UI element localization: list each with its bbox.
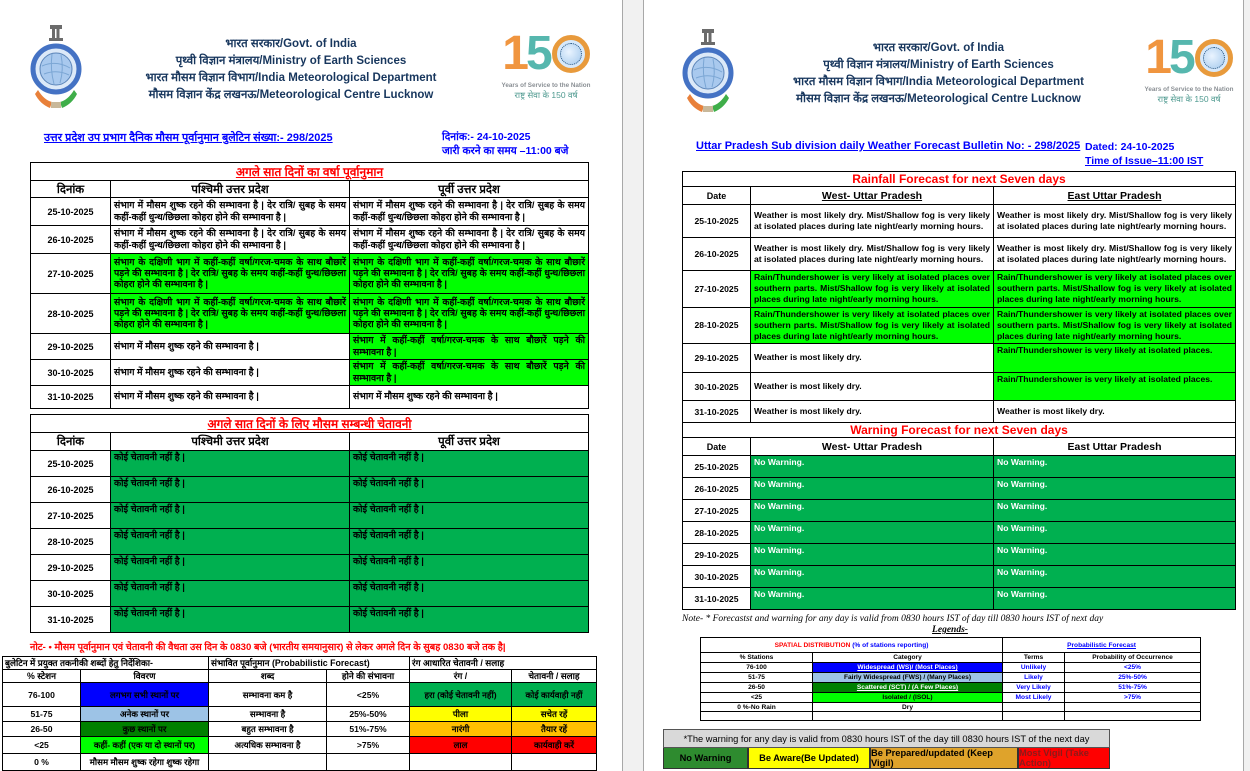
legend-subheader-row [701, 653, 1201, 663]
forecast-cell-west: Rain/Thundershower is very likely at isolated places over southern parts. Mist/Shallow fog is very likely at isolated places during late night/early morning hours. [751, 271, 994, 308]
forecast-cell-west: संभाग के दक्षिणी भाग में कहीं-कहीं वर्षा/गरज-चमक के साथ बौछारें पड़ने की सम्भावना है | देर रात्रि/ सुबह के समय कहीं-कहीं धुन्ध/छिछला कोहरा होने की सम्भावना है | [111, 294, 350, 334]
forecast-cell-east: संभाग में मौसम शुष्क रहने की सम्भावना है | [350, 386, 589, 409]
warning-cell-east: कोई चेतावनी नहीं है | [350, 477, 589, 503]
legend-row [3, 722, 597, 737]
bulletin-title: Uttar Pradesh Sub division daily Weather Forecast Bulletin No: - 298/2025 [696, 140, 1081, 152]
table-title-row [683, 423, 1236, 438]
table-row [683, 271, 1236, 308]
legend-stations: 51-75 [701, 673, 813, 683]
table-row [683, 544, 1236, 566]
forecast-cell-east: Rain/Thundershower is very likely at isolated places over southern parts. Mist/Shallow fog is very likely at isolated places during late night/early morning hours. [994, 307, 1236, 344]
legend-terms [1003, 703, 1065, 712]
table-row [683, 238, 1236, 271]
imd-line: भारत मौसम विज्ञान विभाग/India Meteorological Department [145, 72, 437, 84]
warning-cell-east: कोई चेतावनी नहीं है | [350, 503, 589, 529]
date-cell: 25-10-2025 [31, 451, 111, 477]
table-title: Warning Forecast for next Seven days [683, 423, 1236, 438]
forecast-cell-west: Weather is most likely dry. Mist/Shallow fog is very likely at isolated places during late night/early morning hours. [751, 238, 994, 271]
centre-line: मौसम विज्ञान केंद्र लखनऊ/Meteorological Centre Lucknow [148, 89, 434, 101]
warning-cell-east: कोई चेतावनी नहीं है | [350, 451, 589, 477]
forecast-cell-east: संभाग के दक्षिणी भाग में कहीं-कहीं वर्षा/गरज-चमक के साथ बौछारें पड़ने की सम्भावना है | देर रात्रि/ सुबह के समय कहीं-कहीं धुन्ध/छिछला कोहरा होने की सम्भावना है | [350, 254, 589, 294]
date-cell: 26-10-2025 [683, 478, 751, 500]
legend-row [701, 712, 1201, 721]
forecast-cell-east: Weather is most likely dry. [994, 401, 1236, 423]
forecast-cell-west: Weather is most likely dry. Mist/Shallow fog is very likely at isolated places during late night/early morning hours. [751, 205, 994, 238]
date-cell: 28-10-2025 [31, 294, 111, 334]
warning-cell-east: No Warning. [994, 456, 1236, 478]
legend-advice: तैयार रहें [512, 722, 597, 737]
legend-terms: Most Likely [1003, 693, 1065, 703]
col-west: West- Uttar Pradesh [751, 187, 994, 205]
legend-word: सम्भावना है [209, 707, 327, 722]
warning-cell-west: कोई चेतावनी नहीं है | [111, 555, 350, 581]
table-row [683, 478, 1236, 500]
legend-prob-header: संभावित पूर्वानुमान (Probabilistic Forecast) [209, 657, 410, 670]
ministry-header [734, 26, 1143, 108]
forecast-cell-east: Weather is most likely dry. Mist/Shallow fog is very likely at isolated places during late night/early morning hours. [994, 238, 1236, 271]
legend-col-stations: % स्टेशन [3, 670, 81, 683]
warning-cell-west: No Warning. [751, 588, 994, 610]
logo150-digit-5: 5 [526, 27, 551, 80]
date-cell: 25-10-2025 [683, 205, 751, 238]
legend-desc: कुछ स्थानों पर [81, 722, 209, 737]
legend-col-advice: चेतावनी / सलाह [512, 670, 597, 683]
table-row [31, 294, 589, 334]
warning-cell-west: No Warning. [751, 456, 994, 478]
legend-row [701, 683, 1201, 693]
warning-cell-west: No Warning. [751, 544, 994, 566]
table-title: अगले सात दिनों का वर्षा पूर्वानुमान [31, 163, 589, 181]
warning-cell-east: No Warning. [994, 478, 1236, 500]
table-row [31, 581, 589, 607]
legend-advice: कार्यवाही करें [512, 737, 597, 754]
warning-cell-east: कोई चेतावनी नहीं है | [350, 607, 589, 633]
legend-col-terms: Terms [1003, 653, 1065, 663]
legend-row [701, 693, 1201, 703]
page-gutter [622, 0, 644, 771]
warning-cell-east: No Warning. [994, 522, 1236, 544]
legend-probability: >75% [1065, 693, 1201, 703]
legends-label: Legends- [932, 625, 968, 636]
validity-note-hindi: नोट- • मौसम पूर्वानुमान एवं चेतावनी की वैधता उस दिन के 0830 बजे (भारतीय समयानुसार) से लेकर अगले दिन के सुबह 0830 बजे तक है| [30, 642, 506, 653]
table-row [31, 503, 589, 529]
date-cell: 29-10-2025 [683, 544, 751, 566]
date-cell: 30-10-2025 [683, 566, 751, 588]
legend-row [3, 683, 597, 707]
legend-stations: 76-100 [701, 663, 813, 673]
date-cell: 30-10-2025 [31, 360, 111, 386]
forecast-cell-west: Weather is most likely dry. [751, 401, 994, 423]
logo150-digit-5: 5 [1169, 31, 1194, 84]
govt-line: भारत सरकार/Govt. of India [872, 42, 1005, 54]
legend-row [3, 737, 597, 754]
legend-advice [512, 754, 597, 771]
forecast-cell-west: Rain/Thundershower is very likely at isolated places over southern parts. Mist/Shallow fog is very likely at isolated places during late night/early morning hours. [751, 307, 994, 344]
warning-cell-west: कोई चेतावनी नहीं है | [111, 607, 350, 633]
legend-advice: कोई कार्यवाही नहीं [512, 683, 597, 707]
warning-cell-west: No Warning. [751, 522, 994, 544]
forecast-cell-east: Rain/Thundershower is very likely at isolated places. [994, 344, 1236, 373]
bulletin-date-block [442, 130, 592, 158]
table-row [683, 307, 1236, 344]
page-hindi [0, 0, 622, 771]
col-east: पूर्वी उत्तर प्रदेश [350, 433, 589, 451]
warning-cell-east: कोई चेतावनी नहीं है | [350, 555, 589, 581]
date-cell: 31-10-2025 [31, 386, 111, 409]
warning-cell-east: No Warning. [994, 500, 1236, 522]
scale-most-vigil: Most Vigil (Take Action) [1018, 748, 1110, 769]
warning-cell-east: No Warning. [994, 588, 1236, 610]
date-cell: 28-10-2025 [31, 529, 111, 555]
date-cell: 26-10-2025 [683, 238, 751, 271]
forecast-cell-west: Weather is most likely dry. [751, 344, 994, 373]
letterhead [682, 26, 1235, 118]
table-title: अगले सात दिनों के लिए मौसम सम्बन्धी चेतावनी [31, 415, 589, 433]
date-cell: 29-10-2025 [31, 334, 111, 360]
table-row [31, 607, 589, 633]
scale-be-aware: Be Aware(Be Updated) [748, 748, 870, 769]
rainfall-forecast-table-hindi [30, 162, 589, 409]
forecast-cell-east: Weather is most likely dry. Mist/Shallow fog is very likely at isolated places during late night/early morning hours. [994, 205, 1236, 238]
letterhead [30, 22, 592, 114]
date-cell: 30-10-2025 [31, 581, 111, 607]
warning-cell-west: कोई चेतावनी नहीं है | [111, 451, 350, 477]
legend-pct: 0 % [3, 754, 81, 771]
bulletin-title-row [30, 130, 592, 158]
forecast-cell-east: संभाग में मौसम शुष्क रहने की सम्भावना है | देर रात्रि/ सुबह के समय कहीं-कहीं धुन्ध/छिछला कोहरा होने की सम्भावना है | [350, 226, 589, 254]
legend-word: सम्भावना कम है [209, 683, 327, 707]
forecast-cell-west: संभाग में मौसम शुष्क रहने की सम्भावना है | देर रात्रि/ सुबह के समय कहीं-कहीं धुन्ध/छिछला कोहरा होने की सम्भावना है | [111, 226, 350, 254]
date-cell: 31-10-2025 [683, 588, 751, 610]
legend-col-prob: होने की संभावना [327, 670, 410, 683]
legend-probability [1065, 712, 1201, 721]
legend-desc: कहीं- कहीं (एक या दो स्थानों पर) [81, 737, 209, 754]
table-title-row [683, 172, 1236, 187]
logo150-globe-icon [552, 35, 590, 73]
legend-probability: <25% [1065, 663, 1201, 673]
legend-word: बहुत सम्भावना है [209, 722, 327, 737]
legend-color: हरा (कोई चेतावनी नहीं) [410, 683, 512, 707]
date-cell: 30-10-2025 [683, 373, 751, 401]
forecast-cell-west: Weather is most likely dry. [751, 373, 994, 401]
bulletin-title-row [682, 140, 1235, 168]
scale-no-warning: No Warning [663, 748, 748, 769]
logo150-caption-hi: राष्ट्र सेवा के 150 वर्ष [514, 90, 578, 100]
centre-line: मौसम विज्ञान केंद्र लखनऊ/Meteorological Centre Lucknow [796, 93, 1081, 105]
date-cell: 27-10-2025 [31, 503, 111, 529]
forecast-cell-east: संभाग के दक्षिणी भाग में कहीं-कहीं वर्षा/गरज-चमक के साथ बौछारें पड़ने की सम्भावना है | देर रात्रि/ सुबह के समय कहीं-कहीं धुन्ध/छिछला कोहरा होने की सम्भावना है | [350, 294, 589, 334]
legend-probability [1065, 703, 1201, 712]
col-date: Date [683, 187, 751, 205]
table-header-row [683, 438, 1236, 456]
forecast-cell-west: संभाग में मौसम शुष्क रहने की सम्भावना है | [111, 386, 350, 409]
legend-color: पीला [410, 707, 512, 722]
legend-col-color: रंग / [410, 670, 512, 683]
date-cell: 26-10-2025 [31, 226, 111, 254]
table-row [31, 386, 589, 409]
warning-cell-east: No Warning. [994, 544, 1236, 566]
bulletin-date: दिनांक:- 24-10-2025 [442, 131, 531, 143]
warning-cell-west: कोई चेतावनी नहीं है | [111, 529, 350, 555]
legend-pct: 26-50 [3, 722, 81, 737]
warning-cell-west: कोई चेतावनी नहीं है | [111, 503, 350, 529]
table-row [31, 529, 589, 555]
legend-color [410, 754, 512, 771]
forecast-cell-east: Rain/Thundershower is very likely at isolated places over southern parts. Mist/Shallow fog is very likely at isolated places during late night/early morning hours. [994, 271, 1236, 308]
col-date: दिनांक [31, 433, 111, 451]
forecast-cell-east: संभाग में कहीं-कहीं वर्षा/गरज-चमक के साथ बौछारें पड़ने की सम्भावना है | [350, 334, 589, 360]
logo150-caption-hi: राष्ट्र सेवा के 150 वर्ष [1157, 94, 1221, 104]
bulletin-issue-time: जारी करने का समय –11:00 बजे [442, 145, 569, 157]
scale-be-prepared: Be Prepared/updated (Keep Vigil) [870, 748, 1018, 769]
150-years-logo [500, 22, 592, 101]
warning-table-hindi [30, 414, 589, 633]
forecast-cell-west: संभाग में मौसम शुष्क रहने की सम्भावना है | देर रात्रि/ सुबह के समय कहीं-कहीं धुन्ध/छिछला कोहरा होने की सम्भावना है | [111, 198, 350, 226]
legend-category: Dry [813, 703, 1003, 712]
warning-validity-bar: *The warning for any day is valid from 0830 hours IST of the day till 0830 hours IST of the next day [663, 729, 1110, 748]
col-west: पश्चिमी उत्तर प्रदेश [111, 433, 350, 451]
forecast-cell-east: संभाग में मौसम शुष्क रहने की सम्भावना है | देर रात्रि/ सुबह के समय कहीं-कहीं धुन्ध/छिछला कोहरा होने की सम्भावना है | [350, 198, 589, 226]
legend-category: Scattered (SCT) / (A Few Places) [813, 683, 1003, 693]
table-row [31, 226, 589, 254]
date-cell: 31-10-2025 [31, 607, 111, 633]
warning-cell-east: No Warning. [994, 566, 1236, 588]
legend-terms: Likely [1003, 673, 1065, 683]
table-header-row [31, 181, 589, 198]
forecast-cell-east: Rain/Thundershower is very likely at isolated places. [994, 373, 1236, 401]
warning-cell-west: No Warning. [751, 566, 994, 588]
legends-table-english [700, 637, 1201, 721]
legend-category: Widespread (WS)/ (Most Places) [813, 663, 1003, 673]
legend-prob: 25%-50% [327, 707, 410, 722]
table-row [683, 588, 1236, 610]
validity-note-english: Note- * Forecastst and warning for any day is valid from 0830 hours IST of day till 0830 hours IST of next day [682, 614, 1104, 625]
legend-probability: 51%-75% [1065, 683, 1201, 693]
logo150-digit-1: 1 [1145, 31, 1169, 84]
legend-stations: <25 [701, 693, 813, 703]
150-years-logo [1143, 26, 1235, 105]
warning-cell-west: No Warning. [751, 500, 994, 522]
legend-stations: 0 %-No Rain [701, 703, 813, 712]
page-english [644, 0, 1243, 771]
bulletin-date: Dated: 24-10-2025 [1085, 141, 1175, 153]
legend-row [701, 673, 1201, 683]
legend-category: Fairly Widespread (FWS) / (Many Places) [813, 673, 1003, 683]
legend-word: अत्यधिक सम्भावना है [209, 737, 327, 754]
legend-category [813, 712, 1003, 721]
legend-stations: 26-50 [701, 683, 813, 693]
legend-word [209, 754, 327, 771]
forecast-cell-west: संभाग के दक्षिणी भाग में कहीं-कहीं वर्षा/गरज-चमक के साथ बौछारें पड़ने की सम्भावना है | देर रात्रि/ सुबह के समय कहीं-कहीं धुन्ध/छिछला कोहरा होने की सम्भावना है | [111, 254, 350, 294]
legend-advice: सचेत रहें [512, 707, 597, 722]
col-west: West- Uttar Pradesh [751, 438, 994, 456]
warning-color-scale [663, 748, 1110, 769]
logo150-caption-en: Years of Service to the Nation [1144, 86, 1234, 93]
table-row [683, 401, 1236, 423]
legend-header-row [701, 638, 1201, 653]
page-edge-strip [1243, 0, 1250, 771]
forecast-cell-west: संभाग में मौसम शुष्क रहने की सम्भावना है | [111, 334, 350, 360]
table-row [31, 360, 589, 386]
col-date: Date [683, 438, 751, 456]
legend-col-probability: Probability of Occurrence [1065, 653, 1201, 663]
legend-guide-header: बुलेटिन में प्रयुक्त तकनीकी शब्दों हेतु निर्देशिका- [3, 657, 209, 670]
legend-pct: <25 [3, 737, 81, 754]
forecast-cell-east: संभाग में कहीं-कहीं वर्षा/गरज-चमक के साथ बौछारें पड़ने की सम्भावना है | [350, 360, 589, 386]
govt-line: भारत सरकार/Govt. of India [225, 38, 357, 50]
table-row [31, 451, 589, 477]
probabilistic-forecast-header: Probabilistic Forecast [1003, 638, 1201, 653]
warning-cell-west: कोई चेतावनी नहीं है | [111, 477, 350, 503]
ministry-line: पृथ्वी विज्ञान मंत्रालय/Ministry of Earth Sciences [823, 59, 1054, 71]
legend-pct: 51-75 [3, 707, 81, 722]
bulletin-title: उत्तर प्रदेश उप प्रभाग दैनिक मौसम पूर्वानुमान बुलेटिन संख्या:- 298/2025 [44, 132, 333, 144]
table-row [683, 500, 1236, 522]
rainfall-forecast-table-english [682, 171, 1236, 610]
table-row [683, 344, 1236, 373]
col-east: East Uttar Pradesh [994, 438, 1236, 456]
date-cell: 25-10-2025 [683, 456, 751, 478]
legend-row [701, 703, 1201, 712]
table-row [683, 456, 1236, 478]
legend-probability: 25%-50% [1065, 673, 1201, 683]
table-row [31, 477, 589, 503]
legend-color: नारंगी [410, 722, 512, 737]
table-row [31, 254, 589, 294]
col-west: पश्चिमी उत्तर प्रदेश [111, 181, 350, 198]
date-cell: 27-10-2025 [683, 500, 751, 522]
table-row [31, 555, 589, 581]
ministry-line: पृथ्वी विज्ञान मंत्रालय/Ministry of Earth Sciences [175, 55, 407, 67]
date-cell: 28-10-2025 [683, 522, 751, 544]
table-row [31, 198, 589, 226]
legend-terms: Very Likely [1003, 683, 1065, 693]
logo150-digit-1: 1 [502, 27, 526, 80]
col-east: East Uttar Pradesh [994, 187, 1236, 205]
col-east: पूर्वी उत्तर प्रदेश [350, 181, 589, 198]
table-row [683, 205, 1236, 238]
table-title-row [31, 415, 589, 433]
date-cell: 26-10-2025 [31, 477, 111, 503]
table-header-row [683, 187, 1236, 205]
legend-category: Isolated / (ISOL) [813, 693, 1003, 703]
legend-row [3, 754, 597, 771]
forecast-cell-west: संभाग में मौसम शुष्क रहने की सम्भावना है | [111, 360, 350, 386]
table-title: Rainfall Forecast for next Seven days [683, 172, 1236, 187]
ministry-header [82, 22, 500, 104]
legend-prob: 51%-75% [327, 722, 410, 737]
table-row [31, 334, 589, 360]
date-cell: 31-10-2025 [683, 401, 751, 423]
legend-terms: Unlikely [1003, 663, 1065, 673]
legend-prob [327, 754, 410, 771]
date-cell: 27-10-2025 [683, 271, 751, 308]
legend-prob: <25% [327, 683, 410, 707]
legend-col-stations: % Stations [701, 653, 813, 663]
date-cell: 28-10-2025 [683, 307, 751, 344]
date-cell: 29-10-2025 [31, 555, 111, 581]
legend-desc: लगभग सभी स्थानों पर [81, 683, 209, 707]
imd-emblem-logo [682, 26, 734, 118]
table-row [683, 373, 1236, 401]
logo150-caption-en: Years of Service to the Nation [501, 82, 591, 89]
imd-line: भारत मौसम विज्ञान विभाग/India Meteorological Department [793, 76, 1084, 88]
legend-color: लाल [410, 737, 512, 754]
legend-col-desc: विवरण [81, 670, 209, 683]
date-cell: 29-10-2025 [683, 344, 751, 373]
warning-cell-west: कोई चेतावनी नहीं है | [111, 581, 350, 607]
legend-table-hindi [2, 656, 597, 771]
legend-header-row [3, 657, 597, 670]
legend-col-word: शब्द [209, 670, 327, 683]
legend-desc: मौसम मौसम शुष्क रहेगा शुष्क रहेगा [81, 754, 209, 771]
imd-emblem-logo [30, 22, 82, 114]
warning-cell-west: No Warning. [751, 478, 994, 500]
legend-subheader-row [3, 670, 597, 683]
date-cell: 25-10-2025 [31, 198, 111, 226]
legend-color-header: रंग आधारित चेतावनी / सलाह [410, 657, 597, 670]
legend-col-category: Category [813, 653, 1003, 663]
bulletin-issue-time: Time of Issue–11:00 IST [1085, 155, 1204, 167]
warning-cell-east: कोई चेतावनी नहीं है | [350, 581, 589, 607]
table-row [683, 522, 1236, 544]
logo150-globe-icon [1195, 39, 1233, 77]
legend-prob: >75% [327, 737, 410, 754]
legend-desc: अनेक स्थानों पर [81, 707, 209, 722]
spatial-distribution-header: SPATIAL DISTRIBUTION (% of stations reporting) [701, 638, 1003, 653]
warning-cell-east: कोई चेतावनी नहीं है | [350, 529, 589, 555]
legend-row [701, 663, 1201, 673]
table-header-row [31, 433, 589, 451]
bulletin-date-block [1085, 140, 1235, 168]
legend-pct: 76-100 [3, 683, 81, 707]
table-title-row [31, 163, 589, 181]
legend-row [3, 707, 597, 722]
col-date: दिनांक [31, 181, 111, 198]
legend-terms [1003, 712, 1065, 721]
legend-stations [701, 712, 813, 721]
date-cell: 27-10-2025 [31, 254, 111, 294]
table-row [683, 566, 1236, 588]
